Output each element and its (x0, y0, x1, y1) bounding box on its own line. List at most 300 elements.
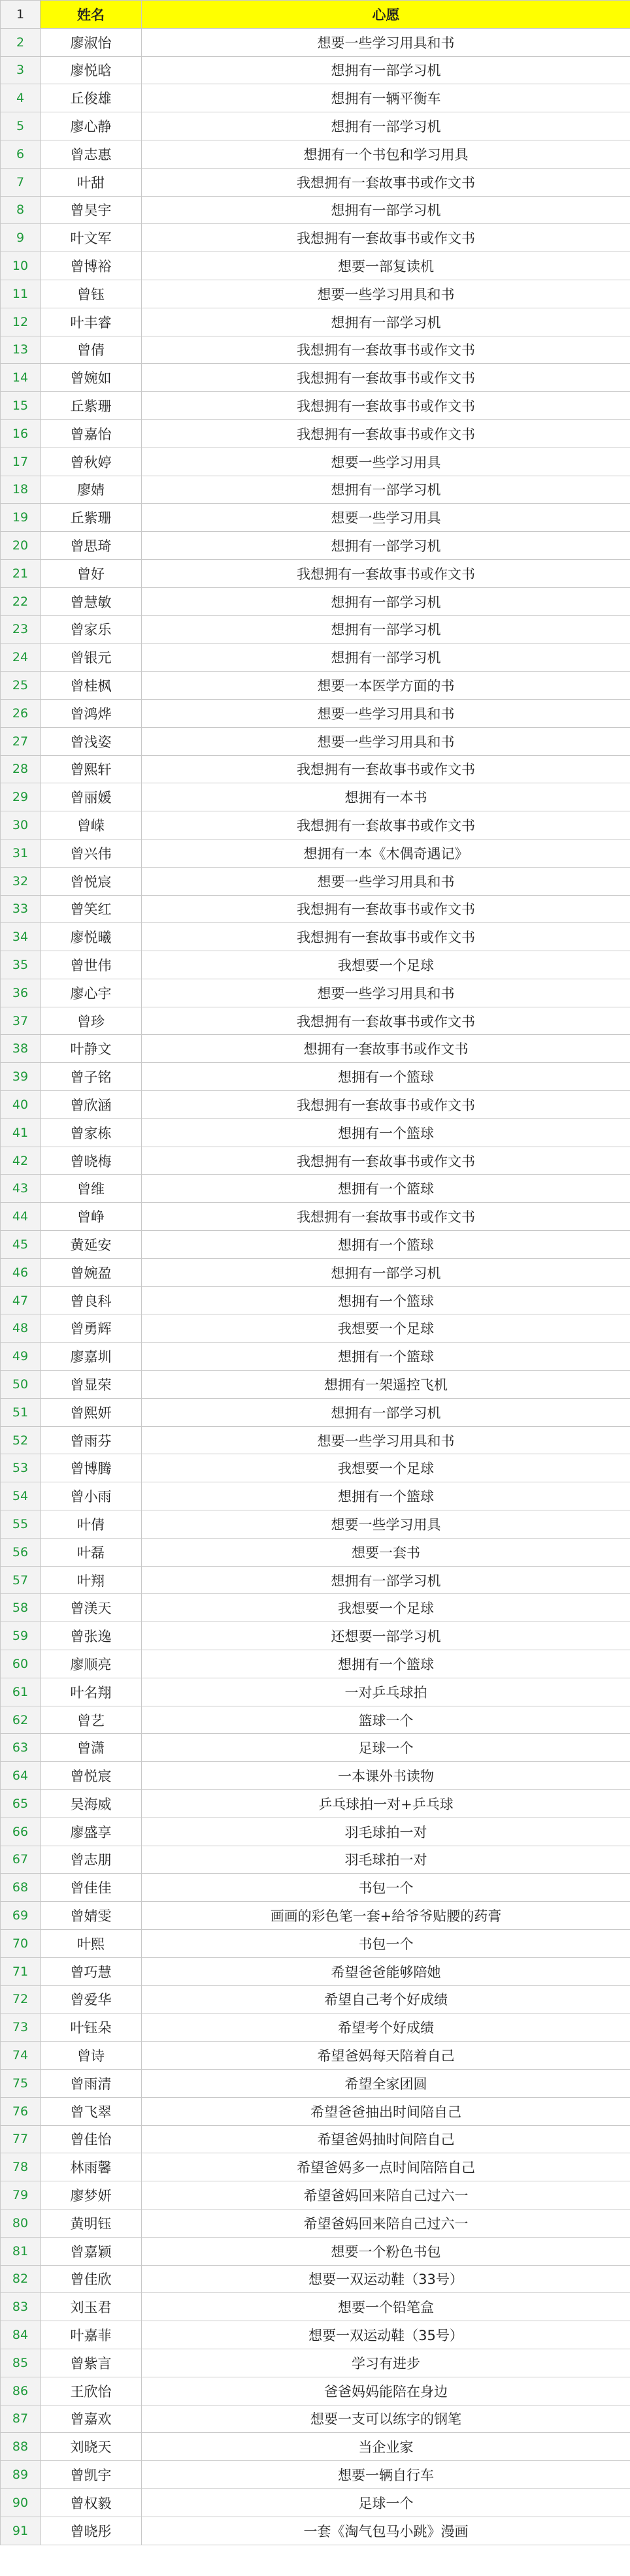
name-cell[interactable]: 曾熙妍 (41, 1398, 142, 1426)
row-number[interactable]: 48 (1, 1314, 41, 1343)
wish-cell[interactable]: 一套《淘气包马小跳》漫画 (142, 2517, 630, 2545)
name-cell[interactable]: 曾昊宇 (41, 196, 142, 224)
wish-cell[interactable]: 画画的彩色笔一套+给爷爷贴腰的药膏 (142, 1902, 630, 1930)
wish-cell[interactable]: 乒乓球拍一对+乒乓球 (142, 1790, 630, 1818)
name-cell[interactable]: 廖顺亮 (41, 1650, 142, 1678)
row-number[interactable]: 42 (1, 1147, 41, 1175)
row-number[interactable]: 76 (1, 2097, 41, 2125)
wish-cell[interactable]: 希望考个好成绩 (142, 2014, 630, 2042)
name-cell[interactable]: 曾倩 (41, 336, 142, 364)
wish-cell[interactable]: 希望爸妈回来陪自己过六一 (142, 2181, 630, 2209)
wish-cell[interactable]: 想拥有一个篮球 (142, 1482, 630, 1510)
table-row (1, 1454, 630, 1482)
wish-cell[interactable]: 想要一双运动鞋（33号） (142, 2265, 630, 2293)
name-cell[interactable]: 黄明钰 (41, 2209, 142, 2237)
name-cell[interactable]: 曾笑红 (41, 895, 142, 923)
row-number[interactable]: 81 (1, 2237, 41, 2265)
wish-cell[interactable]: 想要一些学习用具 (142, 504, 630, 532)
name-cell[interactable]: 曾显荣 (41, 1371, 142, 1399)
table-row (1, 587, 630, 615)
wish-cell[interactable]: 我想拥有一套故事书或作文书 (142, 336, 630, 364)
row-number[interactable]: 12 (1, 308, 41, 336)
row-number[interactable]: 47 (1, 1286, 41, 1314)
name-cell[interactable]: 曾艺 (41, 1706, 142, 1734)
row-number[interactable]: 64 (1, 1762, 41, 1790)
wish-cell[interactable]: 想拥有一部学习机 (142, 1258, 630, 1286)
name-cell[interactable]: 曾钰 (41, 280, 142, 308)
row-number[interactable]: 28 (1, 755, 41, 783)
wish-cell[interactable]: 一本课外书读物 (142, 1762, 630, 1790)
wish-cell[interactable]: 我想要一个足球 (142, 951, 630, 979)
row-number[interactable]: 57 (1, 1566, 41, 1594)
row-number[interactable]: 17 (1, 448, 41, 476)
wish-cell[interactable]: 希望全家团圆 (142, 2069, 630, 2097)
row-number[interactable]: 5 (1, 112, 41, 140)
row-number[interactable]: 70 (1, 1929, 41, 1957)
name-cell[interactable]: 曾张逸 (41, 1622, 142, 1650)
row-number[interactable]: 9 (1, 224, 41, 252)
wish-cell[interactable]: 想要一些学习用具和书 (142, 867, 630, 895)
table-row (1, 1706, 630, 1734)
wish-cell[interactable]: 想要一套书 (142, 1538, 630, 1566)
name-cell[interactable]: 廖悦晗 (41, 56, 142, 84)
wish-cell[interactable]: 希望爸妈回来陪自己过六一 (142, 2209, 630, 2237)
row-number[interactable]: 50 (1, 1371, 41, 1399)
table-row (1, 2042, 630, 2070)
wish-cell[interactable]: 想拥有一部学习机 (142, 615, 630, 644)
name-cell[interactable]: 曾佳佳 (41, 1874, 142, 1902)
row-number[interactable]: 52 (1, 1426, 41, 1454)
row-number[interactable]: 63 (1, 1734, 41, 1762)
wish-cell[interactable]: 想要一个铅笔盒 (142, 2293, 630, 2321)
name-cell[interactable]: 曾嵘 (41, 811, 142, 840)
wish-cell[interactable]: 想要一些学习用具和书 (142, 979, 630, 1007)
row-number[interactable]: 49 (1, 1343, 41, 1371)
row-number[interactable]: 32 (1, 867, 41, 895)
name-cell[interactable]: 曾鸿烨 (41, 699, 142, 727)
name-cell[interactable]: 曾浅姿 (41, 727, 142, 755)
row-number[interactable]: 39 (1, 1063, 41, 1091)
name-cell[interactable]: 曾思琦 (41, 532, 142, 560)
name-cell[interactable]: 曾维 (41, 1175, 142, 1203)
name-cell[interactable]: 丘俊雄 (41, 84, 142, 112)
wish-cell[interactable]: 想拥有一本书 (142, 783, 630, 811)
wish-cell[interactable]: 一对乒乓球拍 (142, 1678, 630, 1706)
table-row (1, 2265, 630, 2293)
name-cell[interactable]: 曾佳欣 (41, 2265, 142, 2293)
table-row (1, 1398, 630, 1426)
wish-cell[interactable]: 希望爸妈抽时间陪自己 (142, 2125, 630, 2153)
row-number[interactable]: 78 (1, 2153, 41, 2181)
row-number[interactable]: 86 (1, 2377, 41, 2405)
row-number[interactable]: 72 (1, 1985, 41, 2014)
row-number[interactable]: 24 (1, 644, 41, 672)
row-number[interactable]: 89 (1, 2461, 41, 2489)
table-row (1, 1371, 630, 1399)
table-row (1, 1622, 630, 1650)
row-number[interactable]: 21 (1, 559, 41, 587)
header-wish[interactable]: 心愿 (142, 1, 630, 29)
wish-cell[interactable]: 学习有进步 (142, 2349, 630, 2377)
name-cell[interactable]: 曾勇辉 (41, 1314, 142, 1343)
row-number[interactable]: 16 (1, 419, 41, 448)
row-number[interactable]: 71 (1, 1957, 41, 1985)
row-number[interactable]: 38 (1, 1035, 41, 1063)
name-cell[interactable]: 曾博腾 (41, 1454, 142, 1482)
wish-cell[interactable]: 足球一个 (142, 2488, 630, 2517)
wish-cell[interactable]: 我想要一个足球 (142, 1314, 630, 1343)
wish-cell[interactable]: 想要一双运动鞋（35号） (142, 2321, 630, 2349)
wish-cell[interactable]: 想拥有一部学习机 (142, 587, 630, 615)
name-cell[interactable]: 曾熙轩 (41, 755, 142, 783)
row-number[interactable]: 30 (1, 811, 41, 840)
row-number[interactable]: 33 (1, 895, 41, 923)
wish-cell[interactable]: 羽毛球拍一对 (142, 1818, 630, 1846)
name-cell[interactable]: 刘晓天 (41, 2433, 142, 2461)
row-number[interactable]: 67 (1, 1846, 41, 1874)
name-cell[interactable]: 曾秋婷 (41, 448, 142, 476)
wish-cell[interactable]: 我想拥有一套故事书或作文书 (142, 811, 630, 840)
name-cell[interactable]: 廖盛享 (41, 1818, 142, 1846)
row-number[interactable]: 6 (1, 140, 41, 168)
wish-cell[interactable]: 希望自己考个好成绩 (142, 1985, 630, 2014)
wish-cell[interactable]: 书包一个 (142, 1874, 630, 1902)
name-cell[interactable]: 廖淑怡 (41, 28, 142, 56)
row-number[interactable]: 60 (1, 1650, 41, 1678)
name-cell[interactable]: 曾潇 (41, 1734, 142, 1762)
row-number[interactable]: 7 (1, 168, 41, 196)
wish-cell[interactable]: 想拥有一个篮球 (142, 1650, 630, 1678)
wish-cell[interactable]: 想拥有一辆平衡车 (142, 84, 630, 112)
name-cell[interactable]: 叶熙 (41, 1929, 142, 1957)
row-number[interactable]: 1 (1, 1, 41, 29)
name-cell[interactable]: 曾权毅 (41, 2488, 142, 2517)
row-number[interactable]: 15 (1, 392, 41, 420)
name-cell[interactable]: 廖嘉圳 (41, 1343, 142, 1371)
wish-cell[interactable]: 想要一些学习用具和书 (142, 280, 630, 308)
table-row (1, 1538, 630, 1566)
name-cell[interactable]: 曾志朋 (41, 1846, 142, 1874)
row-number[interactable]: 44 (1, 1203, 41, 1231)
row-number[interactable]: 19 (1, 504, 41, 532)
name-cell[interactable]: 曾渼天 (41, 1594, 142, 1622)
row-number[interactable]: 27 (1, 727, 41, 755)
row-number[interactable]: 35 (1, 951, 41, 979)
wish-cell[interactable]: 想拥有一个书包和学习用具 (142, 140, 630, 168)
name-cell[interactable]: 丘紫珊 (41, 504, 142, 532)
wish-cell[interactable]: 我想拥有一套故事书或作文书 (142, 1203, 630, 1231)
wish-cell[interactable]: 希望爸妈每天陪着自己 (142, 2042, 630, 2070)
wish-cell[interactable]: 当企业家 (142, 2433, 630, 2461)
row-number[interactable]: 26 (1, 699, 41, 727)
row-number[interactable]: 45 (1, 1231, 41, 1259)
wish-cell[interactable]: 我想拥有一套故事书或作文书 (142, 419, 630, 448)
name-cell[interactable]: 叶钰朵 (41, 2014, 142, 2042)
wish-cell[interactable]: 爸爸妈妈能陪在身边 (142, 2377, 630, 2405)
name-cell[interactable]: 叶文军 (41, 224, 142, 252)
row-number[interactable]: 79 (1, 2181, 41, 2209)
name-cell[interactable]: 曾小雨 (41, 1482, 142, 1510)
row-number[interactable]: 36 (1, 979, 41, 1007)
wish-cell[interactable]: 想拥有一个篮球 (142, 1343, 630, 1371)
name-cell[interactable]: 曾巧慧 (41, 1957, 142, 1985)
name-cell[interactable]: 廖心宇 (41, 979, 142, 1007)
name-cell[interactable]: 曾飞翠 (41, 2097, 142, 2125)
name-cell[interactable]: 曾嘉颖 (41, 2237, 142, 2265)
row-number[interactable]: 85 (1, 2349, 41, 2377)
wish-cell[interactable]: 希望爸妈多一点时间陪陪自己 (142, 2153, 630, 2181)
row-number[interactable]: 40 (1, 1091, 41, 1119)
name-cell[interactable]: 曾雨芬 (41, 1426, 142, 1454)
name-cell[interactable]: 曾嘉怡 (41, 419, 142, 448)
wish-cell[interactable]: 我想拥有一套故事书或作文书 (142, 392, 630, 420)
row-number[interactable]: 74 (1, 2042, 41, 2070)
row-number[interactable]: 55 (1, 1510, 41, 1539)
name-cell[interactable]: 叶倩 (41, 1510, 142, 1539)
row-number[interactable]: 65 (1, 1790, 41, 1818)
row-number[interactable]: 54 (1, 1482, 41, 1510)
row-number[interactable]: 58 (1, 1594, 41, 1622)
name-cell[interactable]: 曾兴伟 (41, 839, 142, 867)
row-number[interactable]: 69 (1, 1902, 41, 1930)
row-number[interactable]: 61 (1, 1678, 41, 1706)
wish-cell[interactable]: 想拥有一个篮球 (142, 1063, 630, 1091)
row-number[interactable]: 59 (1, 1622, 41, 1650)
name-cell[interactable]: 曾博裕 (41, 252, 142, 280)
name-cell[interactable]: 曾家栋 (41, 1118, 142, 1147)
name-cell[interactable]: 叶翔 (41, 1566, 142, 1594)
wish-cell[interactable]: 我想拥有一套故事书或作文书 (142, 224, 630, 252)
row-number[interactable]: 56 (1, 1538, 41, 1566)
row-number[interactable]: 31 (1, 839, 41, 867)
wish-cell[interactable]: 我想要一个足球 (142, 1454, 630, 1482)
name-cell[interactable]: 曾佳怡 (41, 2125, 142, 2153)
row-number[interactable]: 3 (1, 56, 41, 84)
row-number[interactable]: 4 (1, 84, 41, 112)
row-number[interactable]: 18 (1, 476, 41, 504)
row-number[interactable]: 8 (1, 196, 41, 224)
wish-cell[interactable]: 想拥有一个篮球 (142, 1118, 630, 1147)
row-number[interactable]: 91 (1, 2517, 41, 2545)
name-cell[interactable]: 叶静文 (41, 1035, 142, 1063)
wish-cell[interactable]: 书包一个 (142, 1929, 630, 1957)
name-cell[interactable]: 廖婧 (41, 476, 142, 504)
wish-cell[interactable]: 篮球一个 (142, 1706, 630, 1734)
row-number[interactable]: 23 (1, 615, 41, 644)
name-cell[interactable]: 丘紫珊 (41, 392, 142, 420)
name-cell[interactable]: 曾爱华 (41, 1985, 142, 2014)
name-cell[interactable]: 林雨馨 (41, 2153, 142, 2181)
row-number[interactable]: 2 (1, 28, 41, 56)
name-cell[interactable]: 曾世伟 (41, 951, 142, 979)
wish-cell[interactable]: 还想要一部学习机 (142, 1622, 630, 1650)
row-number[interactable]: 84 (1, 2321, 41, 2349)
wish-cell[interactable]: 想拥有一部学习机 (142, 56, 630, 84)
name-cell[interactable]: 曾珍 (41, 1007, 142, 1035)
wish-cell[interactable]: 我想拥有一套故事书或作文书 (142, 1007, 630, 1035)
row-number[interactable]: 87 (1, 2405, 41, 2433)
row-number[interactable]: 29 (1, 783, 41, 811)
row-number[interactable]: 75 (1, 2069, 41, 2097)
wish-cell[interactable]: 想要一些学习用具和书 (142, 28, 630, 56)
name-cell[interactable]: 叶嘉菲 (41, 2321, 142, 2349)
name-cell[interactable]: 叶名翔 (41, 1678, 142, 1706)
name-cell[interactable]: 曾欣涵 (41, 1091, 142, 1119)
wish-cell[interactable]: 想拥有一部学习机 (142, 532, 630, 560)
name-cell[interactable]: 曾桂枫 (41, 672, 142, 700)
wish-cell[interactable]: 我想拥有一套故事书或作文书 (142, 895, 630, 923)
wish-cell[interactable]: 想要一个粉色书包 (142, 2237, 630, 2265)
wish-cell[interactable]: 我想拥有一套故事书或作文书 (142, 559, 630, 587)
wish-cell[interactable]: 想要一些学习用具 (142, 448, 630, 476)
name-cell[interactable]: 曾悦宸 (41, 867, 142, 895)
table-row (1, 2321, 630, 2349)
wish-cell[interactable]: 我想拥有一套故事书或作文书 (142, 755, 630, 783)
wish-cell[interactable]: 想拥有一架遥控飞机 (142, 1371, 630, 1399)
wish-cell[interactable]: 我想拥有一套故事书或作文书 (142, 1147, 630, 1175)
name-cell[interactable]: 廖悦曦 (41, 923, 142, 951)
name-cell[interactable]: 叶丰睿 (41, 308, 142, 336)
name-cell[interactable]: 曾婧雯 (41, 1902, 142, 1930)
row-number[interactable]: 77 (1, 2125, 41, 2153)
row-number[interactable]: 10 (1, 252, 41, 280)
name-cell[interactable]: 曾丽媛 (41, 783, 142, 811)
wish-cell[interactable]: 我想拥有一套故事书或作文书 (142, 364, 630, 392)
row-number[interactable]: 68 (1, 1874, 41, 1902)
wish-cell[interactable]: 想拥有一部学习机 (142, 196, 630, 224)
wish-cell[interactable]: 希望爸爸抽出时间陪自己 (142, 2097, 630, 2125)
wish-cell[interactable]: 想拥有一套故事书或作文书 (142, 1035, 630, 1063)
wish-cell[interactable]: 希望爸爸能够陪她 (142, 1957, 630, 1985)
name-cell[interactable]: 廖心静 (41, 112, 142, 140)
name-cell[interactable]: 曾紫言 (41, 2349, 142, 2377)
table-row (1, 532, 630, 560)
row-number[interactable]: 80 (1, 2209, 41, 2237)
table-row (1, 168, 630, 196)
table-row (1, 1874, 630, 1902)
name-cell[interactable]: 曾雨清 (41, 2069, 142, 2097)
wish-cell[interactable]: 想要一些学习用具 (142, 1510, 630, 1539)
wish-cell[interactable]: 想要一本医学方面的书 (142, 672, 630, 700)
table-row (1, 1566, 630, 1594)
name-cell[interactable]: 曾诗 (41, 2042, 142, 2070)
row-number[interactable]: 73 (1, 2014, 41, 2042)
wish-cell[interactable]: 想拥有一部学习机 (142, 1566, 630, 1594)
name-cell[interactable]: 曾良科 (41, 1286, 142, 1314)
name-cell[interactable]: 曾婉盈 (41, 1258, 142, 1286)
table-row (1, 308, 630, 336)
wish-cell[interactable]: 想要一些学习用具和书 (142, 727, 630, 755)
wish-cell[interactable]: 想拥有一部学习机 (142, 308, 630, 336)
name-cell[interactable]: 廖梦妍 (41, 2181, 142, 2209)
row-number[interactable]: 51 (1, 1398, 41, 1426)
wish-cell[interactable]: 我想拥有一套故事书或作文书 (142, 923, 630, 951)
wish-cell[interactable]: 想要一辆自行车 (142, 2461, 630, 2489)
table-row (1, 1594, 630, 1622)
wish-cell[interactable]: 想拥有一本《木偶奇遇记》 (142, 839, 630, 867)
row-number[interactable]: 66 (1, 1818, 41, 1846)
name-cell[interactable]: 叶磊 (41, 1538, 142, 1566)
name-cell[interactable]: 曾婉如 (41, 364, 142, 392)
row-number[interactable]: 34 (1, 923, 41, 951)
name-cell[interactable]: 曾子铭 (41, 1063, 142, 1091)
name-cell[interactable]: 曾好 (41, 559, 142, 587)
wish-cell[interactable]: 我想拥有一套故事书或作文书 (142, 168, 630, 196)
wish-cell[interactable]: 想拥有一部学习机 (142, 476, 630, 504)
wish-cell[interactable]: 想拥有一个篮球 (142, 1286, 630, 1314)
wish-cell[interactable]: 羽毛球拍一对 (142, 1846, 630, 1874)
row-number[interactable]: 82 (1, 2265, 41, 2293)
row-number[interactable]: 37 (1, 1007, 41, 1035)
row-number[interactable]: 41 (1, 1118, 41, 1147)
row-number[interactable]: 14 (1, 364, 41, 392)
name-cell[interactable]: 曾银元 (41, 644, 142, 672)
table-row (1, 2293, 630, 2321)
wish-cell[interactable]: 想拥有一部学习机 (142, 112, 630, 140)
table-row (1, 895, 630, 923)
wish-cell[interactable]: 想要一部复读机 (142, 252, 630, 280)
table-row (1, 1790, 630, 1818)
wish-cell[interactable]: 想拥有一个篮球 (142, 1175, 630, 1203)
row-number[interactable]: 22 (1, 587, 41, 615)
row-number[interactable]: 13 (1, 336, 41, 364)
row-number[interactable]: 11 (1, 280, 41, 308)
row-number[interactable]: 62 (1, 1706, 41, 1734)
name-cell[interactable]: 曾慧敏 (41, 587, 142, 615)
row-number[interactable]: 88 (1, 2433, 41, 2461)
wish-cell[interactable]: 想拥有一部学习机 (142, 644, 630, 672)
wish-cell[interactable]: 足球一个 (142, 1734, 630, 1762)
table-row (1, 2349, 630, 2377)
wish-cell[interactable]: 我想要一个足球 (142, 1594, 630, 1622)
name-cell[interactable]: 叶甜 (41, 168, 142, 196)
name-cell[interactable]: 曾志惠 (41, 140, 142, 168)
wish-cell[interactable]: 想要一些学习用具和书 (142, 1426, 630, 1454)
name-cell[interactable]: 曾晓梅 (41, 1147, 142, 1175)
wish-cell[interactable]: 想拥有一部学习机 (142, 1398, 630, 1426)
row-number[interactable]: 46 (1, 1258, 41, 1286)
wish-cell[interactable]: 想拥有一个篮球 (142, 1231, 630, 1259)
table-row (1, 1203, 630, 1231)
table-row (1, 84, 630, 112)
row-number[interactable]: 83 (1, 2293, 41, 2321)
row-number[interactable]: 43 (1, 1175, 41, 1203)
wish-cell[interactable]: 想要一些学习用具和书 (142, 699, 630, 727)
row-number[interactable]: 20 (1, 532, 41, 560)
wish-cell[interactable]: 想要一支可以练字的钢笔 (142, 2405, 630, 2433)
name-cell[interactable]: 吴海威 (41, 1790, 142, 1818)
row-number[interactable]: 25 (1, 672, 41, 700)
table-row (1, 2181, 630, 2209)
name-cell[interactable]: 曾嘉欢 (41, 2405, 142, 2433)
name-cell[interactable]: 曾晓彤 (41, 2517, 142, 2545)
table-row (1, 1231, 630, 1259)
row-number[interactable]: 53 (1, 1454, 41, 1482)
table-row (1, 1147, 630, 1175)
name-cell[interactable]: 曾凯宇 (41, 2461, 142, 2489)
name-cell[interactable]: 曾悦宸 (41, 1762, 142, 1790)
name-cell[interactable]: 曾峥 (41, 1203, 142, 1231)
name-cell[interactable]: 曾家乐 (41, 615, 142, 644)
row-number[interactable]: 90 (1, 2488, 41, 2517)
table-row (1, 1846, 630, 1874)
wish-cell[interactable]: 我想拥有一套故事书或作文书 (142, 1091, 630, 1119)
table-row (1, 1035, 630, 1063)
name-cell[interactable]: 刘玉君 (41, 2293, 142, 2321)
name-cell[interactable]: 黄延安 (41, 1231, 142, 1259)
name-cell[interactable]: 王欣怡 (41, 2377, 142, 2405)
header-name[interactable]: 姓名 (41, 1, 142, 29)
